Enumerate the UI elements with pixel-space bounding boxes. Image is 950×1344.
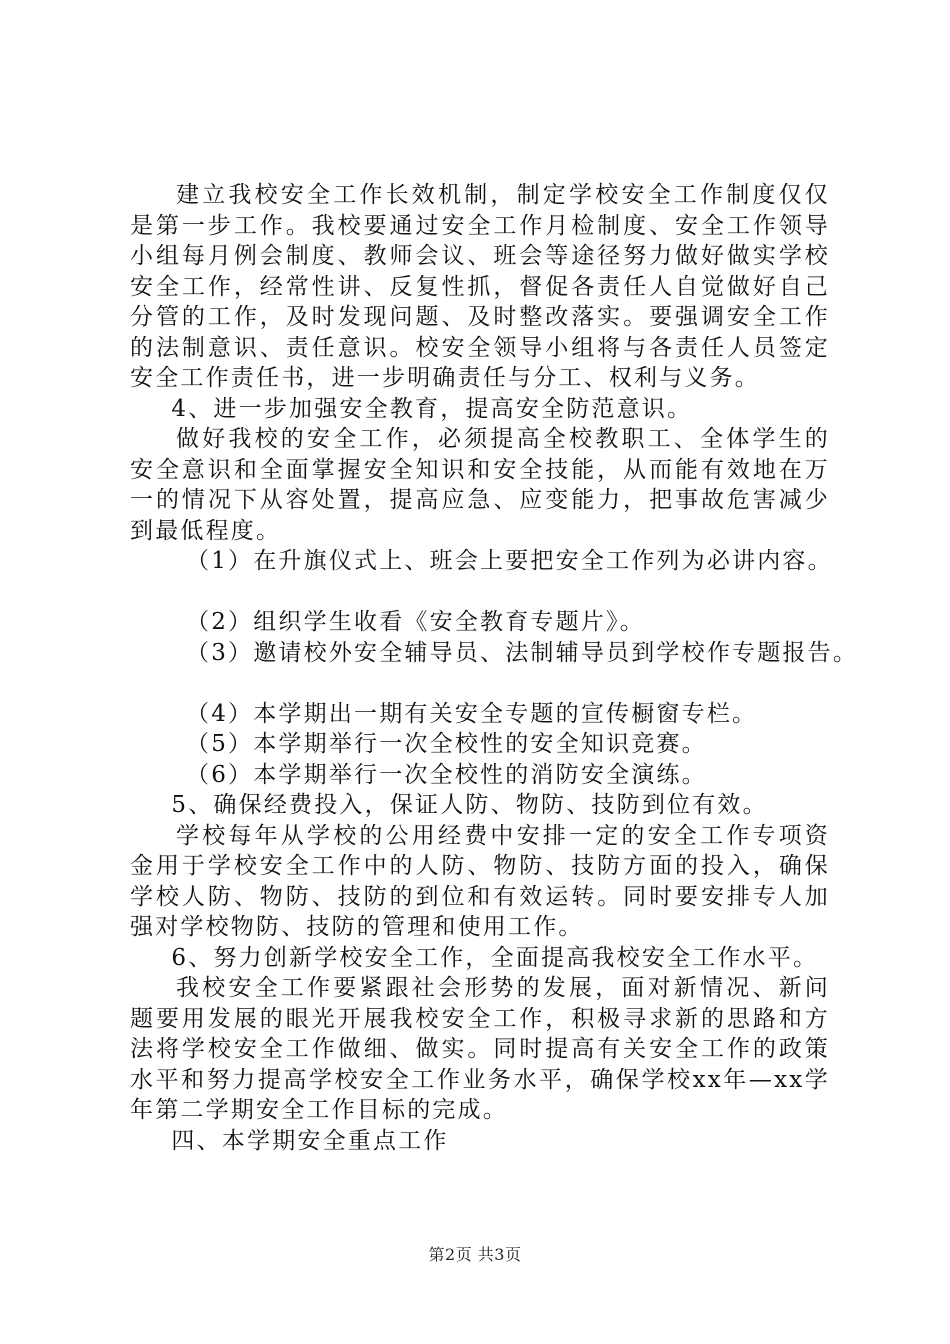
paragraph-innovation: 我校安全工作要紧跟社会形势的发展，面对新情况、新问题要用发展的眼光开展我校安全工作，积极寻求新的思路和方法将学校安全工作做细、做实。同时提高有关安全工作的政策水平和努力提高学校安全工作业务水平，确保学校xx年—xx学年第二学期安全工作目标的完成。 — [130, 975, 830, 1123]
document-body — [130, 180, 859, 1156]
paragraph-funding: 学校每年从学校的公用经费中安排一定的安全工作专项资金用于学校安全工作中的人防、物防、技防方面的投入，确保学校人防、物防、技防的到位和有效运转。同时要安排专人加强对学校物防、技防的管理和使用工作。 — [130, 822, 830, 940]
heading-innovation: 6、努力创新学校安全工作，全面提高我校安全工作水平。 — [171, 944, 819, 971]
paragraph-safety-awareness: 做好我校的安全工作，必须提高全校教职工、全体学生的安全意识和全面掌握安全知识和安全技能，从而能有效地在万一的情况下从容处置，提高应急、应变能力，把事故危害减少到最低程度。 — [130, 426, 830, 544]
page-indicator: 第2页 共3页 — [428, 1245, 522, 1264]
list-item: （1）在升旗仪式上、班会上要把安全工作列为必讲内容。 — [186, 548, 833, 574]
heading-safety-education: 4、进一步加强安全教育，提高安全防范意识。 — [171, 395, 693, 422]
list-item: （2）组织学生收看《安全教育专题片》。 — [186, 609, 645, 635]
list-item: （3）邀请校外安全辅导员、法制辅导员到学校作专题报告。 — [186, 639, 859, 666]
paragraph-mechanism: 建立我校安全工作长效机制，制定学校安全工作制度仅仅是第一步工作。我校要通过安全工作月检制度、安全工作领导小组每月例会制度、教师会议、班会等途径努力做好做实学校安全工作，经常性讲、反复性抓，督促各责任人自觉做好自己分管的工作，及时发现问题、及时整改落实。要强调安全工作的法制意识、责任意识。校安全领导小组将与各责任人员签定安全工作责任书，进一步明确责任与分工、权利与义务。 — [130, 182, 830, 391]
list-item: （4）本学期出一期有关安全专题的宣传橱窗专栏。 — [186, 700, 758, 727]
section-heading-key-work: 四、本学期安全重点工作 — [171, 1127, 449, 1154]
list-item: （6）本学期举行一次全校性的消防安全演练。 — [186, 761, 707, 788]
list-item: （5）本学期举行一次全校性的安全知识竞赛。 — [186, 731, 707, 757]
heading-funding: 5、确保经费投入，保证人防、物防、技防到位有效。 — [171, 792, 768, 818]
